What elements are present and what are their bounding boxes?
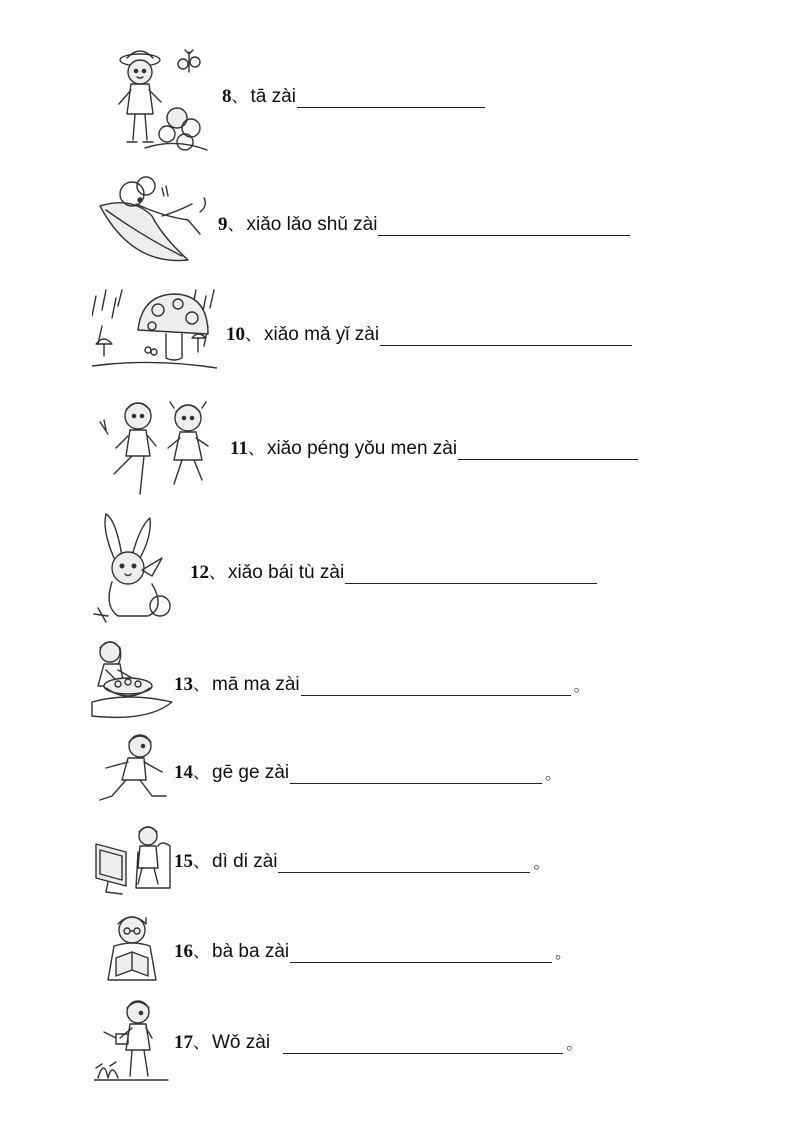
separator: 、 [193,942,210,961]
item-number: 8 [222,86,232,107]
item-number: 11 [230,438,248,459]
item-number: 17 [174,1032,193,1053]
answer-blank[interactable] [301,677,571,696]
girl-in-garden-illustration [105,42,213,154]
item-number: 9 [218,214,228,235]
separator: 、 [193,763,210,782]
white-rabbit-with-carrot-illustration [92,510,176,626]
item-number: 13 [174,674,193,695]
pinyin-prompt: xiǎo bái tù zài [228,562,345,583]
separator: 、 [209,563,226,582]
child-watering-plants-illustration [94,998,170,1082]
pinyin-prompt: Wǒ zài [212,1032,276,1053]
item-number: 16 [174,941,193,962]
sentence-end-mark: 。 [573,678,590,695]
brother-running-illustration [96,730,172,810]
answer-blank[interactable] [290,765,542,784]
little-brother-watching-tv-illustration [92,822,174,898]
item-number: 12 [190,562,209,583]
separator: 、 [227,215,245,234]
pinyin-prompt: xiǎo lǎo shǔ zài [246,214,378,235]
answer-blank[interactable] [380,327,632,346]
father-reading-illustration [98,912,168,986]
separator: 、 [193,1033,210,1052]
answer-blank[interactable] [458,441,638,460]
two-children-playing-illustration [94,394,224,498]
ants-under-mushroom-in-rain-illustration [92,286,217,376]
answer-blank[interactable] [283,1035,563,1054]
answer-blank[interactable] [290,944,552,963]
pinyin-prompt: mā ma zài [212,674,300,695]
item-number: 15 [174,851,193,872]
pinyin-prompt: xiǎo péng yǒu men zài [266,438,458,459]
pinyin-prompt: gē ge zài [212,762,290,783]
answer-blank[interactable] [278,854,530,873]
item-number: 10 [226,324,245,345]
separator: 、 [193,675,210,694]
pinyin-prompt: dì di zài [212,851,278,872]
item-number: 14 [174,762,193,783]
mother-washing-vegetables-illustration [88,638,176,722]
pinyin-prompt: xiǎo mǎ yǐ zài [264,324,380,345]
separator: 、 [231,87,249,106]
pinyin-prompt: bà ba zài [212,941,290,962]
separator: 、 [247,439,265,458]
separator: 、 [245,325,262,344]
sentence-end-mark: 。 [533,855,550,872]
answer-blank[interactable] [378,217,630,236]
sentence-end-mark: 。 [545,766,562,783]
sentence-end-mark: 。 [566,1036,583,1053]
separator: 、 [193,852,210,871]
pinyin-prompt: tā zài [250,86,296,107]
answer-blank[interactable] [297,89,485,108]
mouse-on-leaf-illustration [92,176,212,268]
answer-blank[interactable] [345,565,597,584]
sentence-end-mark: 。 [555,945,572,962]
